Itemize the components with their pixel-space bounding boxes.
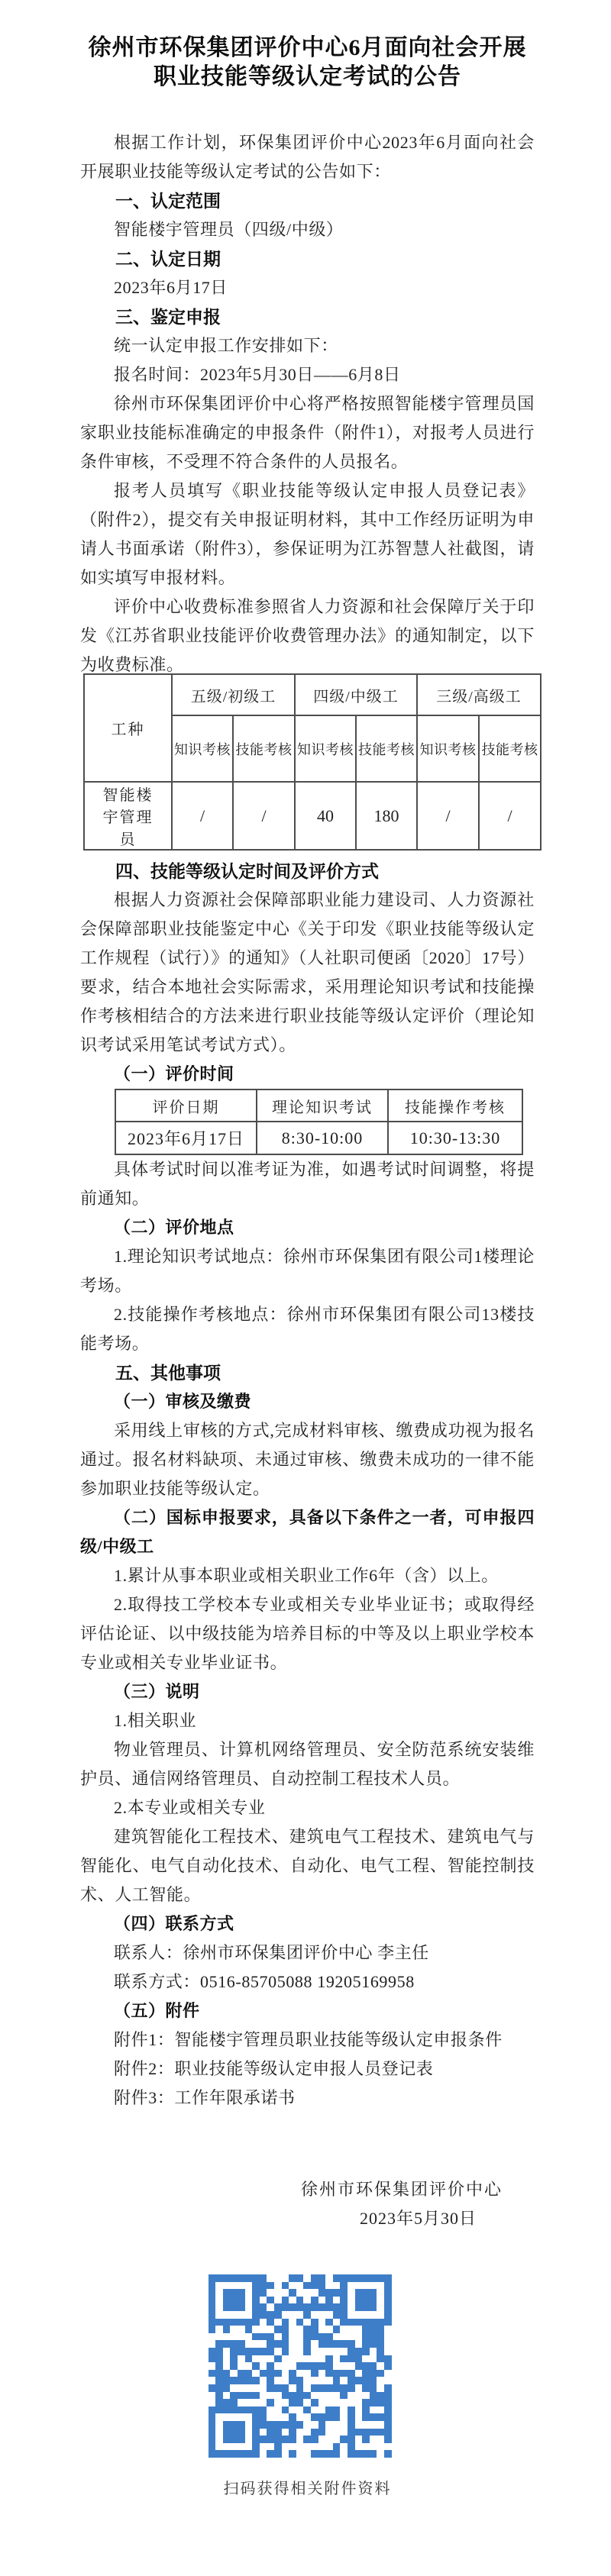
section3-paragraph-materials: 报考人员填写《职业技能等级认定申报人员登记表》（附件2），提交有关申报证明材料，其中工作经历证明为申请人书面承诺（附件3），参保证明为江苏智慧人社截图，请如实填写申报材料。 xyxy=(80,481,535,587)
requirement-item-2: 2.取得技工学校本专业或相关专业毕业证书；或取得经评估论证、以中级技能为培养目标的中等及以上职业学校本专业或相关专业毕业证书。 xyxy=(80,1595,535,1672)
section3-arrangement: 统一认定申报工作安排如下： xyxy=(114,336,338,355)
registration-period: 报名时间：2023年5月30日——6月8日 xyxy=(114,365,401,384)
schedule-theory-time-cell: 8:30-10:00 xyxy=(257,1122,388,1154)
fee-table-subheader: 知识考核 xyxy=(295,715,356,782)
section1-heading: 一、认定范围 xyxy=(115,191,221,211)
section5-heading: 五、其他事项 xyxy=(115,1363,221,1383)
fee-table-group-row xyxy=(84,674,541,715)
schedule-header-skill: 技能操作考核 xyxy=(388,1089,522,1122)
fee-table xyxy=(83,673,541,851)
signature-block xyxy=(80,2175,535,2233)
attachment-1: 附件1：智能楼宇管理员职业技能等级认定申报条件 xyxy=(114,2030,503,2049)
section5-sub3-heading: （三）说明 xyxy=(114,1682,200,1701)
section4-heading: 四、技能等级认定时间及评价方式 xyxy=(115,861,379,881)
contact-person: 联系人：徐州市环保集团评价中心 李主任 xyxy=(114,1943,429,1962)
document-title xyxy=(80,34,535,92)
fee-table-corner-cell: 工种 xyxy=(84,674,172,782)
qr-code xyxy=(209,2274,392,2458)
schedule-skill-time-cell: 10:30-13:30 xyxy=(388,1122,522,1154)
review-payment-paragraph: 采用线上审核的方式,完成材料审核、缴费成功视为报名通过。报名材料缺项、未通过审核、缴费未成功的一律不能参加职业技能等级认定。 xyxy=(80,1421,535,1498)
fee-table-group-level4: 四级/中级工 xyxy=(295,674,417,715)
section5-sub2-heading: （二）国标申报要求，具备以下条件之一者，可申报四级/中级工 xyxy=(80,1508,535,1556)
fee-table-value-cell: / xyxy=(233,782,295,850)
fee-table-value-cell: / xyxy=(417,782,479,850)
fee-table-job-cell: 智能楼宇管理员 xyxy=(84,782,172,850)
section2-text: 2023年6月17日 xyxy=(114,278,228,297)
fee-table-value-cell: 180 xyxy=(356,782,417,850)
section3-paragraph-review: 徐州市环保集团评价中心将严格按照智能楼宇管理员国家职业技能标准确定的申报条件（附件1），对报考人员进行条件审核，不受理不符合条件的人员报名。 xyxy=(80,394,535,471)
section4-sub1-heading: （一）评价时间 xyxy=(114,1064,234,1083)
related-jobs-list: 物业管理员、计算机网络管理员、安全防范系统安装维护员、通信网络管理员、自动控制工程技术人员。 xyxy=(80,1740,535,1788)
related-majors-label: 2.本专业或相关专业 xyxy=(114,1798,266,1817)
schedule-note: 具体考试时间以准考证为准，如遇考试时间调整，将提前通知。 xyxy=(80,1160,535,1208)
section5-sub5-heading: （五）附件 xyxy=(114,2001,200,2020)
schedule-header-theory: 理论知识考试 xyxy=(257,1089,388,1122)
schedule-table xyxy=(115,1089,523,1155)
section4-paragraph: 根据人力资源社会保障部职业能力建设司、人力资源社会保障部职业技能鉴定中心《关于印发《职业技能等级认定工作规程（试行）》的通知》（人社职司便函〔2020〕17号）要求，结合本地社会实际需求，采用理论知识考试和技能操作考核相结合的方法来进行职业技能等级认定评价（理论知识考试采用笔试考试方式）。 xyxy=(80,890,535,1054)
attachment-2: 附件2：职业技能等级认定申报人员登记表 xyxy=(114,2059,434,2078)
section3-paragraph-fees: 评价中心收费标准参照省人力资源和社会保障厅关于印发《江苏省职业技能评价收费管理办法》的通知制定，以下为收费标准。 xyxy=(80,597,535,674)
fee-table-value-cell: / xyxy=(172,782,233,850)
signature-date: 2023年5月30日 xyxy=(359,2209,477,2228)
related-jobs-label: 1.相关职业 xyxy=(114,1711,197,1730)
schedule-header-date: 评价日期 xyxy=(115,1089,257,1122)
fee-table-subheader: 技能考核 xyxy=(233,715,295,782)
fee-table-subheader: 知识考核 xyxy=(172,715,233,782)
attachment-3: 附件3：工作年限承诺书 xyxy=(114,2088,296,2107)
section5-sub4-heading: （四）联系方式 xyxy=(114,1914,234,1933)
related-majors-list: 建筑智能化工程技术、建筑电气工程技术、建筑电气与智能化、电气自动化技术、自动化、电气工程、智能控制技术、人工智能。 xyxy=(80,1827,535,1904)
fee-table-data-row xyxy=(84,782,541,850)
requirement-item-1: 1.累计从事本职业或相关职业工作6年（含）以上。 xyxy=(114,1566,499,1585)
section1-text: 智能楼宇管理员（四级/中级） xyxy=(114,220,344,239)
document-title-line2: 职业技能等级认定考试的公告 xyxy=(154,64,461,89)
qr-caption: 扫码获得相关附件资料 xyxy=(223,2481,392,2497)
fee-table-subheader: 知识考核 xyxy=(417,715,479,782)
contact-phone: 联系方式：0516-85705088 19205169958 xyxy=(114,1972,415,1991)
section5-sub1-heading: （一）审核及缴费 xyxy=(114,1392,252,1411)
fee-table-group-level3: 三级/高级工 xyxy=(417,674,541,715)
schedule-table-data-row xyxy=(115,1122,522,1154)
section2-heading: 二、认定日期 xyxy=(115,249,221,269)
skill-location: 2.技能操作考核地点：徐州市环保集团有限公司13楼技能考场。 xyxy=(80,1305,535,1353)
theory-location: 1.理论知识考试地点：徐州市环保集团有限公司1楼理论考场。 xyxy=(80,1247,535,1295)
section4-sub2-heading: （二）评价地点 xyxy=(114,1218,234,1237)
intro-paragraph: 根据工作计划，环保集团评价中心2023年6月面向社会开展职业技能等级认定考试的公告如下： xyxy=(80,133,535,181)
section3-heading: 三、鉴定申报 xyxy=(115,307,221,327)
fee-table-value-cell: 40 xyxy=(295,782,356,850)
fee-table-subheader: 技能考核 xyxy=(356,715,417,782)
fee-table-group-level5: 五级/初级工 xyxy=(172,674,295,715)
fee-table-subheader: 技能考核 xyxy=(479,715,541,782)
schedule-date-cell: 2023年6月17日 xyxy=(115,1122,257,1154)
signature-organization: 徐州市环保集团评价中心 xyxy=(300,2180,503,2199)
schedule-table-header-row xyxy=(115,1089,522,1122)
fee-table-value-cell: / xyxy=(479,782,541,850)
document-title-line1: 徐州市环保集团评价中心6月面向社会开展 xyxy=(88,35,527,60)
